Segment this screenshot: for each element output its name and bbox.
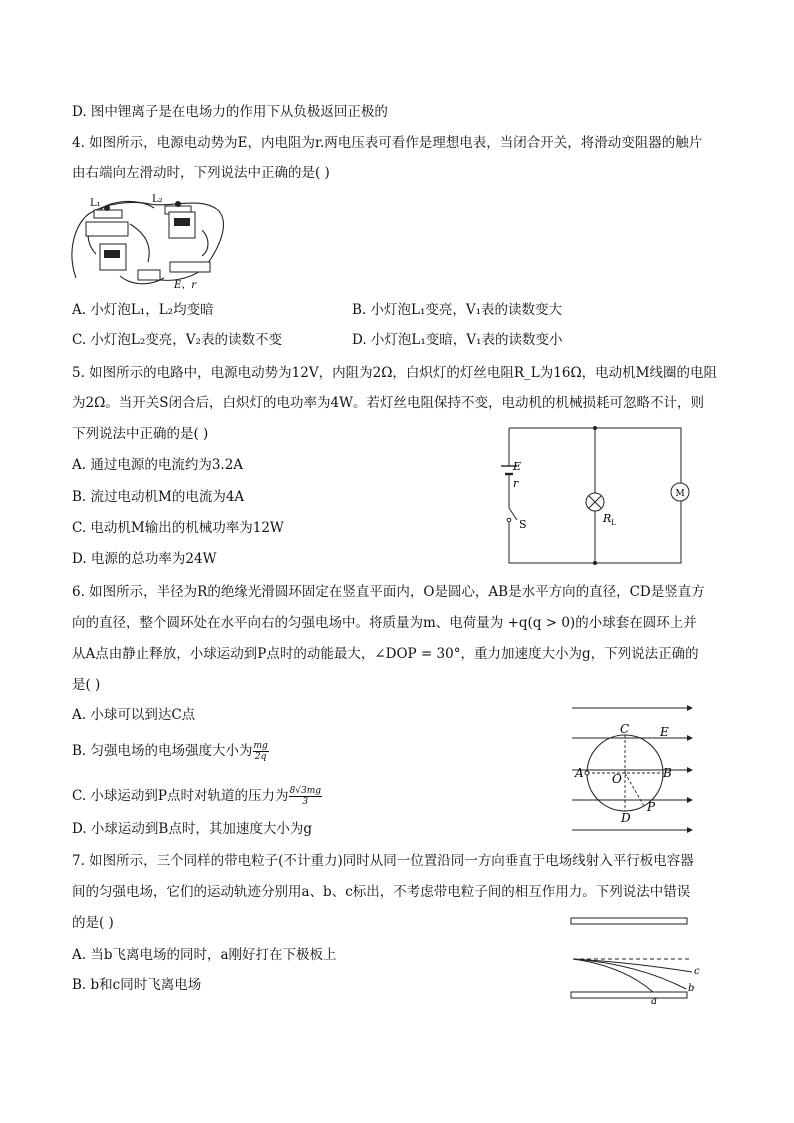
q6-option-c-text: C. 小球运动到P点时对轨道的压力为 (72, 788, 289, 804)
q5-stem-line3: 下列说法中正确的是( ) (72, 426, 209, 442)
q4-stem-line1: 4. 如图所示，电源电动势为E，内电阻为r.两电压表可看作是理想电表，当闭合开关，将滑动变阻器的触片 (72, 135, 703, 151)
q6-option-a: A. 小球可以到达C点 (72, 707, 196, 723)
q6-ring-figure (566, 700, 696, 834)
q4-option-c: C. 小灯泡L₂变亮，V₂表的读数不变 (72, 332, 282, 348)
q4-stem-line2: 由右端向左滑动时，下列说法中正确的是( ) (72, 165, 330, 181)
q6-option-b-numerator: mg (253, 741, 268, 751)
q6-stem-line2: 向的直径，整个圆环处在水平向右的匀强电场中。将质量为m、电荷量为 +q(q > 0)的小球套在圆环上并 (72, 615, 697, 631)
q7-label-a: a (651, 996, 657, 1006)
q6-label-p: P (647, 800, 656, 814)
q5-stem-line1: 5. 如图所示的电路中，电源电动势为12V，内阻为2Ω，白炽灯的灯丝电阻R_L为16Ω，电动机M线圈的电阻 (72, 365, 717, 381)
q5-label-m: M (675, 489, 685, 499)
q4-option-b: B. 小灯泡L₁变亮，V₁表的读数变大 (352, 302, 563, 318)
q7-stem-line2: 间的匀强电场，它们的运动轨迹分别用a、b、c标出，不考虑带电粒子间的相互作用力。下列说法中错误 (72, 884, 691, 900)
q6-stem-line1: 6. 如图所示，半径为R的绝缘光滑圆环固定在竖直平面内，O是圆心，AB是水平方向的直径，CD是竖直方 (72, 584, 705, 600)
q6-option-b-text: B. 匀强电场的电场强度大小为 (72, 743, 253, 759)
q4-circuit-figure (70, 190, 230, 292)
q6-option-c-denominator: 3 (302, 797, 309, 807)
q6-label-a: A (575, 766, 584, 780)
q5-label-rl: R (603, 512, 612, 525)
q6-option-c-numerator: 8√3mg (289, 786, 321, 796)
q6-label-b: B (663, 766, 672, 780)
q4-label-l2: L₂ (152, 194, 163, 205)
q6-label-d: D (621, 811, 631, 825)
q5-option-b: B. 流过电动机M的电流为4A (72, 489, 245, 505)
q5-option-d: D. 电源的总功率为24W (72, 551, 217, 567)
q6-option-c (72, 786, 322, 807)
q6-option-b (72, 741, 269, 762)
q7-option-b: B. b和c同时飞离电场 (72, 977, 202, 993)
q6-stem-line4: 是( ) (72, 677, 101, 693)
q5-circuit-figure (495, 420, 695, 570)
q5-label-rl-sub: L (611, 519, 616, 527)
q6-option-b-denominator: 2q (254, 752, 267, 762)
q4-option-d: D. 小灯泡L₁变暗，V₁表的读数变小 (352, 332, 563, 348)
q5-label-s: S (519, 518, 527, 531)
q5-option-a: A. 通过电源的电流约为3.2A (72, 457, 244, 473)
q7-stem-line3: 的是( ) (72, 915, 114, 931)
q6-label-c: C (620, 722, 630, 736)
q7-capacitor-figure (568, 912, 700, 1006)
q5-label-e: E (513, 460, 522, 473)
q6-option-c-fraction (289, 786, 322, 807)
q4-option-a: A. 小灯泡L₁，L₂均变暗 (72, 302, 214, 318)
q7-label-c: c (694, 966, 700, 977)
q5-label-r: r (513, 477, 519, 490)
q6-label-e: E (660, 725, 669, 739)
q4-label-l1: L₁ (90, 198, 101, 209)
q4-label-er: E、r (174, 280, 197, 291)
q6-label-o: O (612, 772, 622, 786)
q7-option-a: A. 当b飞离电场的同时，a刚好打在下极板上 (72, 947, 337, 963)
q5-option-c: C. 电动机M输出的机械功率为12W (72, 520, 284, 536)
q3-option-d: D. 图中锂离子是在电场力的作用下从负极返回正极的 (72, 104, 388, 120)
q6-option-d: D. 小球运动到B点时，其加速度大小为g (72, 821, 312, 837)
q7-stem-line1: 7. 如图所示，三个同样的带电粒子(不计重力)同时从同一位置沿同一方向垂直于电场线射入平行板电容器 (72, 853, 694, 869)
q6-stem-line3: 从A点由静止释放，小球运动到P点时的动能最大，∠DOP = 30°，重力加速度大小为g，下列说法正确的 (72, 646, 699, 662)
q5-stem-line2: 为2Ω。当开关S闭合后，白炽灯的电功率为4W。若灯丝电阻保持不变，电动机的机械损耗可忽略不计，则 (72, 395, 704, 411)
q7-label-b: b (688, 983, 695, 994)
q6-option-b-fraction (253, 741, 269, 762)
